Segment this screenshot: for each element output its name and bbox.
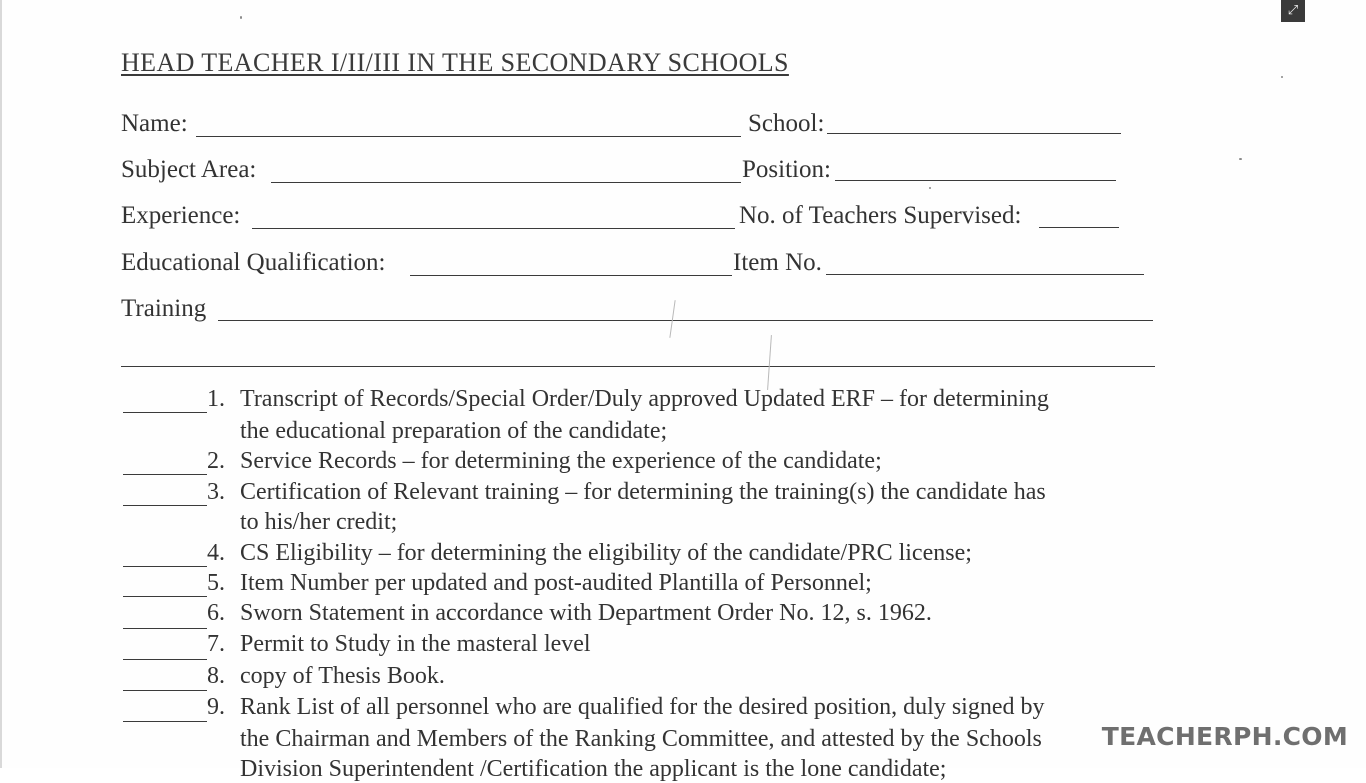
requirement-text-continued: the Chairman and Members of the Ranking Committee, and attested by the Schools <box>240 726 1042 752</box>
teachers-supervised-field-line[interactable] <box>1039 227 1119 228</box>
experience-teachers-row <box>121 202 1161 236</box>
scan-speck <box>1239 158 1242 160</box>
item-no-field-line[interactable] <box>826 274 1144 275</box>
requirement-text: CS Eligibility – for determining the eligibility of the candidate/PRC license; <box>240 540 972 566</box>
requirement-text: Sworn Statement in accordance with Department Order No. 12, s. 1962. <box>240 600 932 626</box>
requirement-text-continued: the educational preparation of the candidate; <box>240 418 668 444</box>
subject-position-row <box>121 156 1161 190</box>
requirement-number: 2. <box>207 448 225 474</box>
subject-area-field-line[interactable] <box>271 182 741 183</box>
scan-speck <box>1281 76 1283 78</box>
requirement-number: 1. <box>207 386 225 412</box>
requirement-number: 8. <box>207 663 225 689</box>
requirement-number: 5. <box>207 570 225 596</box>
requirement-text: Certification of Relevant training – for determining the training(s) the candidate has <box>240 479 1046 505</box>
school-label: School: <box>748 110 825 137</box>
training-extra-line[interactable] <box>121 366 1155 367</box>
subject-area-label: Subject Area: <box>121 156 257 183</box>
name-school-row <box>121 110 1161 144</box>
experience-field-line[interactable] <box>252 228 735 229</box>
requirement-number: 9. <box>207 694 225 720</box>
experience-label: Experience: <box>121 202 241 229</box>
position-field-line[interactable] <box>835 180 1116 181</box>
requirement-number: 4. <box>207 540 225 566</box>
site-watermark: TEACHERPH.COM <box>1101 722 1348 751</box>
checkbox-blank[interactable] <box>123 721 207 722</box>
name-label: Name: <box>121 110 188 137</box>
checkbox-blank[interactable] <box>123 566 207 567</box>
checkbox-blank[interactable] <box>123 412 207 413</box>
teachers-supervised-label: No. of Teachers Supervised: <box>739 202 1022 229</box>
position-label: Position: <box>742 156 831 183</box>
requirement-number: 6. <box>207 600 225 626</box>
name-field-line[interactable] <box>196 136 741 137</box>
requirement-text: Rank List of all personnel who are qualified for the desired position, duly signed by <box>240 694 1045 720</box>
scan-speck <box>240 16 242 19</box>
checkbox-blank[interactable] <box>123 628 207 629</box>
checkbox-blank[interactable] <box>123 474 207 475</box>
training-field-line[interactable] <box>218 320 1153 321</box>
requirement-text-continued: Division Superintendent /Certification the applicant is the lone candidate; <box>240 756 947 782</box>
exit-fullscreen-icon[interactable]: ⤢ <box>1281 0 1305 22</box>
education-item-row <box>121 249 1161 283</box>
requirement-text: Transcript of Records/Special Order/Duly approved Updated ERF – for determining <box>240 386 1049 412</box>
requirement-text: Service Records – for determining the experience of the candidate; <box>240 448 882 474</box>
checkbox-blank[interactable] <box>123 505 207 506</box>
requirement-number: 3. <box>207 479 225 505</box>
educational-qualification-label: Educational Qualification: <box>121 249 386 276</box>
scan-speck <box>929 187 931 189</box>
requirement-text: copy of Thesis Book. <box>240 663 445 689</box>
requirement-text-continued: to his/her credit; <box>240 509 398 535</box>
item-no-label: Item No. <box>733 249 822 276</box>
page-edge <box>0 0 2 768</box>
requirement-text: Permit to Study in the masteral level <box>240 631 591 657</box>
requirement-text: Item Number per updated and post-audited Plantilla of Personnel; <box>240 570 872 596</box>
scan-scribble <box>767 335 772 390</box>
checkbox-blank[interactable] <box>123 596 207 597</box>
checkbox-blank[interactable] <box>123 690 207 691</box>
school-field-line[interactable] <box>827 133 1121 134</box>
training-row <box>121 295 1161 329</box>
training-label: Training <box>121 295 207 322</box>
form-title: HEAD TEACHER I/II/III IN THE SECONDARY SCHOOLS <box>121 48 789 77</box>
educational-qualification-field-line[interactable] <box>410 275 732 276</box>
checkbox-blank[interactable] <box>123 659 207 660</box>
requirement-number: 7. <box>207 631 225 657</box>
